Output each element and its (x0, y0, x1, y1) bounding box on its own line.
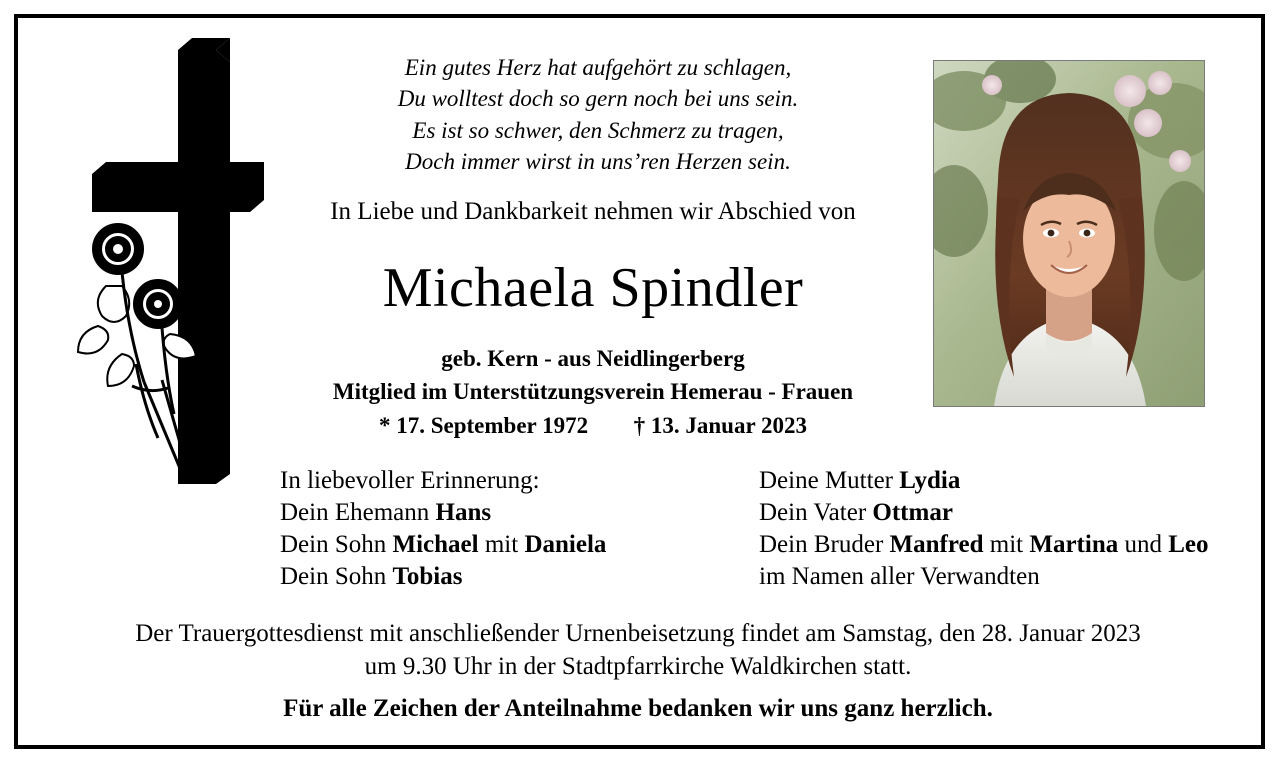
verse-block (288, 52, 908, 177)
verse-line-1: Ein gutes Herz hat aufgehört zu schlagen, (404, 55, 792, 80)
family-text: mit (478, 531, 525, 558)
family-column-right (741, 465, 1220, 593)
thanks-line: Für alle Zeichen der Anteilnahme bedanken wir uns ganz herzlich. (283, 695, 993, 722)
list-item (280, 465, 741, 497)
death-date: † 13. Januar 2023 (633, 413, 807, 439)
family-text: Dein Vater (759, 499, 873, 526)
family-name: Lydia (899, 467, 961, 494)
family-column-left (280, 465, 741, 593)
verse-line-3: Es ist so schwer, den Schmerz zu tragen, (412, 117, 784, 143)
list-item (280, 561, 741, 593)
family-name: Tobias (392, 563, 463, 590)
family-text: Dein Ehemann (280, 499, 436, 526)
birth-date: * 17. September 1972 (378, 413, 589, 439)
family-text: und (1118, 531, 1169, 558)
family-text: Dein Sohn (280, 531, 393, 558)
list-item (759, 529, 1220, 561)
dates-line (273, 410, 913, 443)
verse-line-4: Doch immer wirst in uns’ren Herzen sein. (405, 148, 791, 174)
verse-line-2: Du wolltest doch so gern noch bei uns sein. (397, 86, 799, 112)
family-text: In liebevoller Erinnerung: (280, 467, 540, 494)
family-text: im Namen aller Verwandten (759, 563, 1040, 590)
family-name: Michael (392, 531, 479, 558)
family-name: Manfred (889, 531, 984, 558)
family-text: Dein Sohn (280, 563, 393, 590)
list-item (759, 497, 1220, 529)
list-item (280, 497, 741, 529)
service-details (48, 618, 1228, 726)
family-name: Leo (1168, 531, 1209, 558)
membership-line: Mitglied im Unterstützungsverein Hemerau - Frauen (332, 378, 854, 404)
family-text: Dein Bruder (759, 531, 890, 558)
deceased-name: Michaela Spindler (382, 257, 804, 319)
list-item (280, 529, 741, 561)
cross-with-roses-icon (70, 34, 270, 494)
family-text: Deine Mutter (759, 467, 900, 494)
family-list (280, 465, 1220, 593)
list-item (759, 561, 1220, 593)
family-name: Hans (435, 499, 492, 526)
family-name: Daniela (524, 531, 607, 558)
service-line-2: um 9.30 Uhr in der Stadtpfarrkirche Waldkirchen statt. (364, 652, 912, 680)
portrait-photo-woman (933, 60, 1205, 407)
service-line-1: Der Trauergottesdienst mit anschließender Urnenbeisetzung findet am Samstag, den 28. Januar 2023 (135, 620, 1141, 647)
obituary-notice-card (14, 14, 1265, 749)
maiden-name-line: geb. Kern - aus Neidlingerberg (441, 346, 745, 371)
list-item (759, 465, 1220, 497)
family-name: Martina (1029, 531, 1119, 558)
family-name: Ottmar (872, 499, 953, 526)
intro-line: In Liebe und Dankbarkeit nehmen wir Abschied von (330, 198, 856, 225)
subtitle-block (273, 343, 913, 443)
family-text: mit (983, 531, 1030, 558)
